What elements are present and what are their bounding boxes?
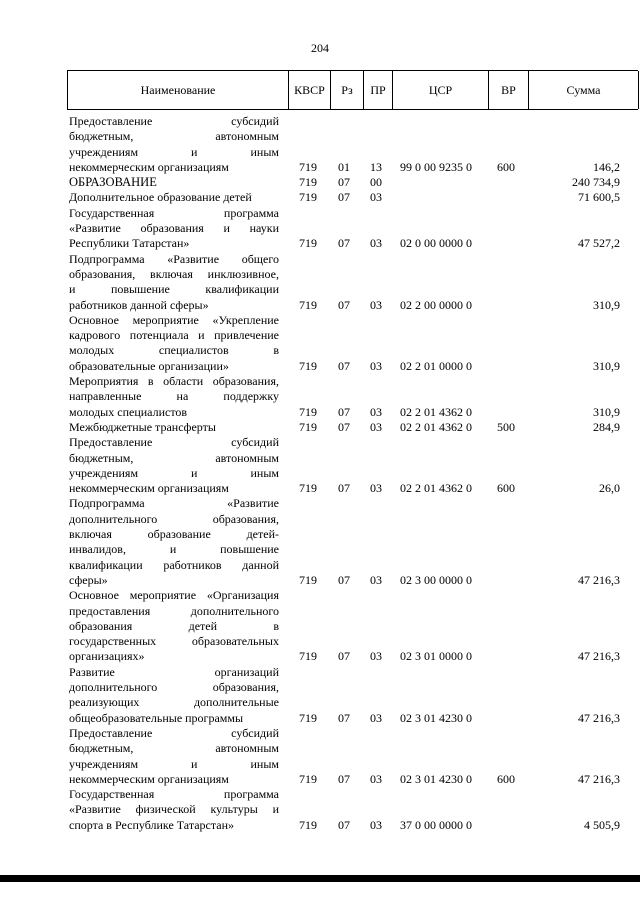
row-rz: 07 — [338, 190, 350, 205]
table-row — [0, 206, 640, 252]
row-sum: 26,0 — [599, 481, 620, 496]
row-rz: 07 — [338, 710, 350, 725]
row-name-line: Основное мероприятие «Организация — [69, 588, 279, 603]
row-pr: 03 — [370, 481, 382, 496]
row-pr: 03 — [370, 419, 382, 434]
row-pr: 00 — [370, 175, 382, 190]
row-name-line: общеобразовательные программы — [69, 710, 244, 725]
row-name-line: дополнительного образования, — [69, 511, 279, 526]
row-name-line: спорта в Республике Татарстан» — [69, 817, 235, 832]
row-name-line: реализующих дополнительные — [69, 695, 279, 710]
row-name-line: молодых специалистов в — [69, 343, 279, 358]
row-kvsr: 719 — [299, 159, 317, 174]
header-csr: ЦСР — [393, 71, 489, 109]
row-csr: 02 3 01 0000 0 — [400, 649, 472, 664]
row-name — [69, 726, 279, 787]
row-name-line: Предоставление субсидий — [69, 114, 279, 128]
row-name-line: Предоставление субсидий — [69, 725, 279, 740]
row-name — [69, 588, 279, 664]
table-row — [0, 726, 640, 787]
row-sum: 284,9 — [593, 419, 620, 434]
row-kvsr: 719 — [299, 771, 317, 786]
row-name-line: сферы» — [69, 572, 108, 587]
row-name — [69, 313, 279, 374]
row-name-line: Межбюджетные трансферты — [69, 419, 216, 434]
row-kvsr: 719 — [299, 404, 317, 419]
row-sum: 47 216,3 — [578, 771, 620, 786]
row-sum: 146,2 — [593, 159, 620, 174]
row-name-line: Государственная программа — [69, 787, 279, 802]
row-name-line: и повышение квалификации — [69, 282, 279, 297]
row-sum: 310,9 — [593, 358, 620, 373]
row-kvsr: 719 — [299, 236, 317, 251]
row-sum: 310,9 — [593, 297, 620, 312]
row-rz: 07 — [338, 358, 350, 373]
row-name-line: «Развитие образования и науки — [69, 221, 279, 236]
table-row — [0, 665, 640, 726]
table-header — [67, 70, 638, 110]
row-kvsr: 719 — [299, 649, 317, 664]
row-csr: 02 2 00 0000 0 — [400, 297, 472, 312]
table-row — [0, 588, 640, 665]
row-name-line: Развитие организаций — [69, 664, 279, 679]
header-kvsr: КВСР — [289, 71, 331, 109]
table-row — [0, 374, 640, 420]
row-sum: 47 216,3 — [578, 649, 620, 664]
table-row — [0, 175, 640, 190]
row-pr: 03 — [370, 190, 382, 205]
row-name-line: Подпрограмма «Развитие общего — [69, 251, 279, 266]
table-row — [0, 190, 640, 205]
row-name-line: бюджетным, автономным — [69, 450, 279, 465]
row-rz: 07 — [338, 572, 350, 587]
row-name-line: организациях» — [69, 649, 145, 664]
page-number: 204 — [311, 41, 329, 55]
row-rz: 07 — [338, 175, 350, 190]
header-pr: ПР — [364, 71, 393, 109]
row-pr: 03 — [370, 817, 382, 832]
row-pr: 03 — [370, 404, 382, 419]
row-vr: 600 — [497, 159, 515, 174]
row-name-line: бюджетным, автономным — [69, 129, 279, 144]
row-kvsr: 719 — [299, 710, 317, 725]
row-pr: 03 — [370, 297, 382, 312]
row-rz: 07 — [338, 236, 350, 251]
row-name-line: включая образование детей- — [69, 527, 279, 542]
header-rz: Рз — [331, 71, 364, 109]
table-row — [0, 252, 640, 313]
row-rz: 07 — [338, 419, 350, 434]
row-name — [69, 175, 279, 190]
row-rz: 07 — [338, 817, 350, 832]
row-name-line: учреждениям и иным — [69, 756, 279, 771]
row-rz: 07 — [338, 481, 350, 496]
row-name-line: учреждениям и иным — [69, 465, 279, 480]
row-pr: 03 — [370, 649, 382, 664]
row-name-line: государственных образовательных — [69, 634, 279, 649]
row-csr: 02 2 01 0000 0 — [400, 358, 472, 373]
row-name-line: направленные на поддержку — [69, 389, 279, 404]
row-kvsr: 719 — [299, 817, 317, 832]
row-name-line: работников данной сферы» — [69, 297, 209, 312]
row-name-line: молодых специалистов — [69, 404, 188, 419]
header-name: Наименование — [68, 71, 289, 109]
table-row — [0, 787, 640, 833]
row-name-line: образовательные организации» — [69, 358, 229, 373]
row-name — [69, 206, 279, 252]
row-kvsr: 719 — [299, 175, 317, 190]
row-name-line: некоммерческим организациям — [69, 481, 229, 496]
row-rz: 07 — [338, 297, 350, 312]
row-vr: 600 — [497, 771, 515, 786]
header-sum: Сумма — [529, 71, 639, 109]
row-csr: 99 0 00 9235 0 — [400, 159, 472, 174]
row-name-line: дополнительного образования, — [69, 680, 279, 695]
row-name-line: Мероприятия в области образования, — [69, 374, 279, 389]
row-name-line: Подпрограмма «Развитие — [69, 496, 279, 511]
row-name-line: Республики Татарстан» — [69, 236, 190, 251]
row-name-line: кадрового потенциала и привлечение — [69, 328, 279, 343]
row-name — [69, 435, 279, 496]
row-name-line: квалификации работников данной — [69, 557, 279, 572]
row-sum: 310,9 — [593, 404, 620, 419]
row-pr: 03 — [370, 710, 382, 725]
row-name — [69, 496, 279, 588]
row-sum: 47 216,3 — [578, 710, 620, 725]
row-name — [69, 420, 279, 435]
row-rz: 07 — [338, 649, 350, 664]
row-name-line: бюджетным, автономным — [69, 741, 279, 756]
row-name-line: Государственная программа — [69, 205, 279, 220]
row-kvsr: 719 — [299, 297, 317, 312]
row-sum: 71 600,5 — [578, 190, 620, 205]
row-kvsr: 719 — [299, 419, 317, 434]
table-row — [0, 313, 640, 374]
row-name-line: учреждениям и иным — [69, 144, 279, 159]
row-kvsr: 719 — [299, 572, 317, 587]
row-sum: 4 505,9 — [584, 817, 620, 832]
row-pr: 03 — [370, 236, 382, 251]
row-name-line: Основное мероприятие «Укрепление — [69, 312, 279, 327]
row-name-line: образования, включая инклюзивное, — [69, 266, 279, 281]
row-name-line: некоммерческим организациям — [69, 159, 229, 174]
row-pr: 03 — [370, 572, 382, 587]
row-name-line: образования детей в — [69, 618, 279, 633]
row-csr: 02 3 00 0000 0 — [400, 572, 472, 587]
page-bottom-border — [0, 875, 640, 882]
row-name-line: ОБРАЗОВАНИЕ — [69, 175, 157, 190]
row-name-line: Предоставление субсидий — [69, 435, 279, 450]
header-vr: ВР — [489, 71, 529, 109]
row-sum: 47 216,3 — [578, 572, 620, 587]
row-vr: 500 — [497, 419, 515, 434]
table-body — [0, 114, 640, 833]
row-csr: 37 0 00 0000 0 — [400, 817, 472, 832]
row-name-line: Дополнительное образование детей — [69, 190, 252, 205]
row-csr: 02 3 01 4230 0 — [400, 710, 472, 725]
row-sum: 47 527,2 — [578, 236, 620, 251]
row-name — [69, 114, 279, 175]
row-rz: 01 — [338, 159, 350, 174]
row-kvsr: 719 — [299, 190, 317, 205]
row-csr: 02 2 01 4362 0 — [400, 419, 472, 434]
row-csr: 02 2 01 4362 0 — [400, 481, 472, 496]
row-name — [69, 665, 279, 726]
row-name — [69, 787, 279, 833]
row-pr: 03 — [370, 771, 382, 786]
row-pr: 03 — [370, 358, 382, 373]
row-csr: 02 0 00 0000 0 — [400, 236, 472, 251]
table-row — [0, 435, 640, 496]
table-row — [0, 114, 640, 175]
row-rz: 07 — [338, 771, 350, 786]
row-name — [69, 374, 279, 420]
row-name-line: «Развитие физической культуры и — [69, 802, 279, 817]
row-rz: 07 — [338, 404, 350, 419]
row-name-line: инвалидов, и повышение — [69, 542, 279, 557]
row-csr: 02 3 01 4230 0 — [400, 771, 472, 786]
row-vr: 600 — [497, 481, 515, 496]
row-csr: 02 2 01 4362 0 — [400, 404, 472, 419]
row-name-line: предоставления дополнительного — [69, 603, 279, 618]
row-name-line: некоммерческим организациям — [69, 771, 229, 786]
row-kvsr: 719 — [299, 358, 317, 373]
row-sum: 240 734,9 — [572, 175, 620, 190]
table-row — [0, 420, 640, 435]
row-name — [69, 190, 279, 205]
row-pr: 13 — [370, 159, 382, 174]
row-kvsr: 719 — [299, 481, 317, 496]
table-row — [0, 496, 640, 588]
row-name — [69, 252, 279, 313]
